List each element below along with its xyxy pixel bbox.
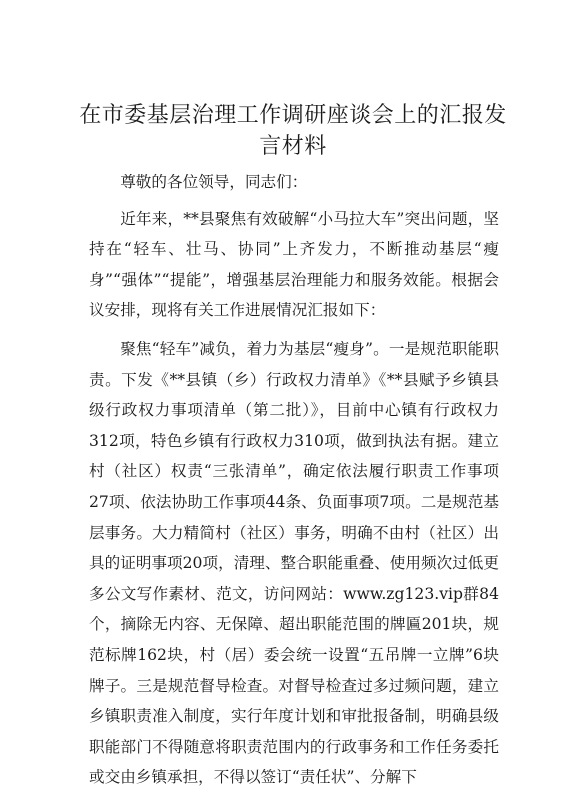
document-title: 在市委基层治理工作调研座谈会上的汇报发言材料 [79, 103, 507, 159]
salutation-paragraph: 尊敬的各位领导，同志们： [120, 173, 308, 191]
intro-paragraph: 近年来，**县聚焦有效破解“小马拉大车”突出问题，坚持在“轻车、壮马、协同”上齐发力，不断推动基层“瘦身”“强体”“提能”，增强基层治理能力和服务效能。根据会议安排，现将有关工作进展情况汇报如下： [89, 209, 499, 320]
section-paragraph: 聚焦“轻车”减负，着力为基层“瘦身”。一是规范职能职责。下发《**县镇（乡）行政权力清单》《**县赋予乡镇县级行政权力事项清单（第二批）》，目前中心镇有行政权力312项，特色乡镇有行政权力310项，做到执法有据。建立村（社区）权责“三张清单”，确定依法履行职责工作事项27项、依法协助工作事项44条、负面事项7项。二是规范基层事务。大力精简村（社区）事务，明确不由村（社区）出具的证明事项20项，清理、整合职能重叠、使用频次过低更多公文写作素材、范文，访问网站：www.zg123.vip群84个，摘除无内容、无保障、超出职能范围的牌匾201块，规范标牌162块，村（居）委会统一设置“五吊牌一立牌”6块牌子。三是规范督导检查。对督导检查过多过频问题，建立乡镇职责准入制度，实行年度计划和审批报备制，明确县级职能部门不得随意将职责范围内的行政事务和工作任务委托或交由乡镇承担，不得以签订“责任状”、分解下 [89, 339, 499, 787]
document-body [89, 167, 499, 793]
